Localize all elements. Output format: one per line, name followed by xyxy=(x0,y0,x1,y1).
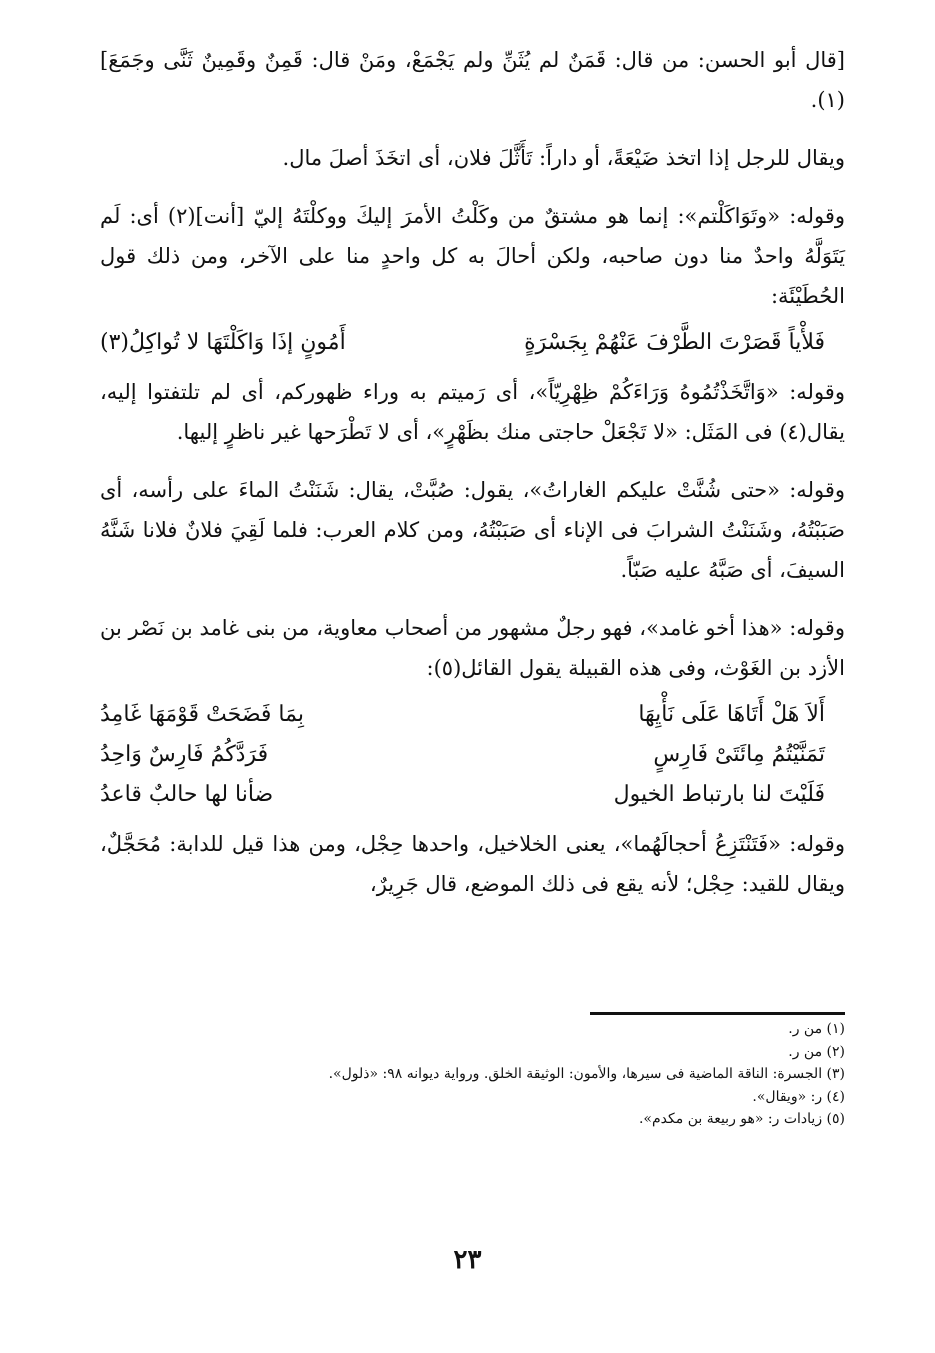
verse-first-hemistich: أَلاَ هَلْ أَتَاهَا عَلَى نَأْيِهَا xyxy=(638,702,825,727)
footnote-5: (٥) زيادات ر: «هو ربيعة بن مكدم». xyxy=(638,1111,845,1127)
paragraph-5: وقوله: «حتى شُنَّتْ عليكم الغاراتُ»، يقول: صُبَّتْ، يقال: شَنَنْتُ الماءَ على رأسه، أى صَبَبْتُهُ، وشَنَنْتُ الشرابَ فى الإناء أى صَبَبْتُهُ، ومن كلام العرب: فلما لَقِيَ فلانٌ فلانا شَنَّهُ السيفَ، أى صَبَّهُ عليه صَبّاً. xyxy=(100,478,845,582)
verses-ghamid xyxy=(100,694,845,814)
paragraph-6: وقوله: «هذا أخو غامد»، فهو رجلٌ مشهور من أصحاب معاوية، من بنى غامد بن نَصْر بن الأزد بن الغَوْث، وفى هذه القبيلة يقول القائل(٥): xyxy=(100,616,845,680)
verse-first-hemistich: تَمَنَّيْتُمُ مِائَتَىْ فَارِسٍ xyxy=(653,742,825,767)
paragraph-3: وقوله: «وتَوَاكَلْتم»: إنما هو مشتقٌ من وكَلْتُ الأمرَ إليكَ ووكلْتَهُ إليّ [أنت](٢) أى: لَم يَتَوَلَّهُ واحدٌ منا دون صاحبه، ولكن أحالَ به كل واحدٍ منا على الآخر، ومن ذلك قول الحُطَيْئَة: xyxy=(100,204,845,308)
verse-first-hemistich: فَلأْياً قَصَرْتَ الطَّرْفَ عَنْهُمْ بِجَسْرَةٍ xyxy=(524,330,825,355)
verse-second-hemistich: ضأنا لها حالبٌ قاعدُ xyxy=(100,782,274,807)
footnotes xyxy=(180,1018,845,1131)
paragraph-7: وقوله: «فَتَنْتَزِعُ أحجالَهُما»، يعنى الخلاخيل، واحدها حِجْل، ومن هذا قيل للدابة: مُحَجَّلٌ، ويقال للقيد: حِجْل؛ لأنه يقع فى ذلك الموضع، قال جَرِيرٌ، xyxy=(100,832,845,896)
verse-second-hemistich: فَرَدَّكُمُ فَارِسٌ وَاحِدُ xyxy=(100,742,269,767)
paragraph-2: ويقال للرجل إذا اتخذ ضَيْعَةً، أو داراً: تَأَثَّلَ فلان، أى اتخَذَ أصلَ مال. xyxy=(282,146,845,170)
paragraph-1: [قال أبو الحسن: من قال: قَمَنٌ لم يُثَنِّ ولم يَجْمَعْ، ومَنْ قال: قَمِنٌ وقَمِينٌ ثَنَّى وجَمَعَ](١). xyxy=(100,48,845,112)
footnote-4: (٤) ر: «ويقال». xyxy=(752,1088,845,1105)
page-body xyxy=(100,40,845,922)
verse-line xyxy=(100,322,845,362)
page-number: ٢٣ xyxy=(453,1245,482,1275)
verse-line xyxy=(100,774,845,814)
footnote-2: (٢) من ر. xyxy=(788,1043,845,1060)
footnote-divider xyxy=(590,1012,845,1015)
paragraph-4: وقوله: «وَاتَّخَذْتُمُوهُ وَرَاءَكُمْ ظِهْرِيّاً»، أى رَميتم به وراء ظهوركم، أى لم تلتفتوا إليه، يقال(٤) فى المَثَل: «لا تَجْعَلْ حاجتى منك بظَهْرٍ»، أى لا تَطْرَحها غير ناظرٍ إليها. xyxy=(100,380,845,444)
verse-line xyxy=(100,694,845,734)
verse-hutaya xyxy=(100,322,845,362)
verse-second-hemistich: أَمُونٍ إذَا وَاكَلْتَهَا لا تُواكِلُ(٣) xyxy=(100,330,346,355)
verse-second-hemistich: بِمَا فَضَحَتْ قَوْمَهَا غَامِدُ xyxy=(100,702,304,727)
footnote-3: (٣) الجسرة: الناقة الماضية فى سيرها، والأمون: الوثيقة الخلق. ورواية ديوانه ٩٨: «ذلول». xyxy=(328,1066,845,1082)
verse-first-hemistich: فَلَيْتَ لنا بارتباط الخيول xyxy=(613,782,825,807)
verse-line xyxy=(100,734,845,774)
footnote-1: (١) من ر. xyxy=(788,1021,845,1037)
